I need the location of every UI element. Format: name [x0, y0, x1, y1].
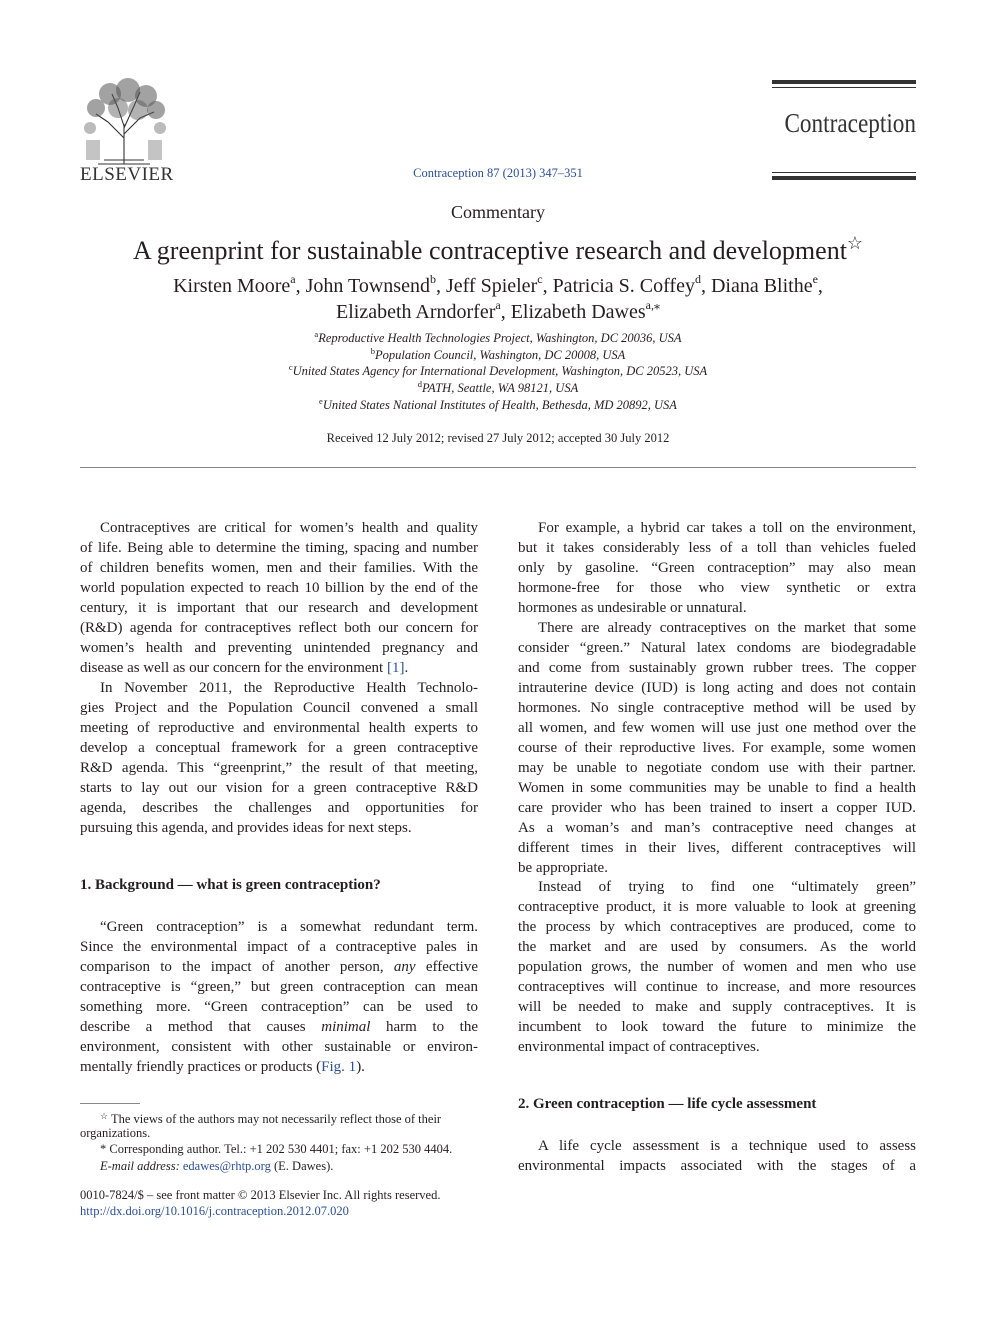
text-line: hormone-free for those who view synthetic or extra	[518, 580, 916, 596]
doi-link[interactable]: http://dx.doi.org/10.1016/j.contraception.2012.07.020	[80, 1204, 349, 1218]
text-line: consider “green.” Natural latex condoms are biodegradable	[518, 640, 916, 656]
affiliation: $^b$Population Council, Washington, DC 20008, USA	[370, 346, 626, 362]
text-line: may be unable to negotiate condom use with their partner.	[518, 760, 916, 776]
author: Patricia S. Coffey	[552, 275, 695, 297]
text-line: and come from sustainably grown rubber trees. The copper	[518, 660, 916, 676]
publisher-name: ELSEVIER	[80, 164, 174, 185]
text-line: In November 2011, the Reproductive Health Technolo-	[100, 680, 478, 696]
text-line: incumbent to look toward the future to minimize the	[518, 1019, 916, 1035]
text-line: For example, a hybrid car takes a toll on the environment,	[538, 520, 916, 536]
text-line: develop a conceptual framework for a green contraceptive	[80, 740, 478, 756]
author-list-line-1: Kirsten Moore$^a$, John Townsend$^b$, Jeff Spieler$^c$, Patricia S. Coffey$^d$, Diana Blithe$^e$,	[173, 272, 823, 297]
text-line: world population expected to reach 10 billion by the end of the	[80, 580, 478, 596]
title-footnote-star-icon[interactable]: ☆	[846, 233, 864, 253]
text-line: course of their reproductive lives. For example, some women	[518, 740, 916, 756]
footnote-divider	[80, 1103, 140, 1104]
section-1-heading: 1. Background — what is green contraception?	[80, 877, 381, 893]
text-line: meeting of reproductive and environmental health experts to	[80, 720, 478, 736]
text-line: R&D agenda. This “greenprint,” the result of that meeting,	[80, 760, 478, 776]
text-line: Instead of trying to find one “ultimately green”	[538, 879, 916, 895]
author-list-line-2: Elizabeth Arndorfer$^a$, Elizabeth Dawes$^{a,⁎}$	[336, 298, 660, 323]
text-line: environmental impacts associated with the stages of a	[518, 1158, 916, 1174]
text-line: disease as well as our concern for the environment [1].	[80, 660, 409, 676]
author-affil-mark: c	[537, 272, 543, 286]
text-line: different times in their lives, different contraceptives will	[518, 840, 916, 856]
text-line: mentally friendly practices or products (Fig. 1).	[80, 1059, 365, 1075]
author: Kirsten Moore	[173, 275, 291, 297]
text-line: intrauterine device (IUD) is long acting and does not contain	[518, 680, 916, 696]
text-line: describe a method that causes minimal harm to the	[80, 1019, 478, 1035]
text-line: “Green contraception” is a somewhat redundant term.	[100, 919, 478, 935]
text-line: environment, consistent with other sustainable or environ-	[80, 1039, 478, 1055]
text-line: Women in some communities may be unable to find a health	[518, 780, 916, 796]
journal-rule-top-thick	[772, 80, 916, 84]
section-2-heading: 2. Green contraception — life cycle assessment	[518, 1096, 817, 1112]
text-line: agenda, describes the challenges and opportunities for	[80, 800, 478, 816]
star-icon: ☆	[100, 1111, 109, 1121]
author-affil-mark: a	[495, 298, 501, 312]
text-line: hormones as undesirable or unnatural.	[518, 600, 747, 616]
text-line: care provider who has been trained to insert a copper IUD.	[518, 800, 916, 816]
author: Diana Blithe	[710, 275, 813, 297]
text-line: There are already contraceptives on the market that some	[538, 620, 916, 636]
copyright-line: 0010-7824/$ – see front matter © 2013 Elsevier Inc. All rights reserved.	[80, 1188, 441, 1202]
text-line: women’s health and preventing unintended pregnancy and	[80, 640, 478, 656]
text-line: of children benefits women, men and their families. With the	[80, 560, 478, 576]
text-line: the market and are used by consumers. As the world	[518, 939, 916, 955]
author-affil-mark: b	[429, 272, 436, 286]
title-text: A greenprint for sustainable contraceptive research and development	[132, 236, 847, 265]
journal-rule-bottom-thin	[772, 172, 916, 173]
journal-citation-link[interactable]: Contraception 87 (2013) 347–351	[413, 166, 583, 180]
author-affil-mark[interactable]: a,⁎	[645, 298, 660, 312]
reference-link[interactable]: [1]	[386, 660, 405, 676]
header-divider	[80, 467, 916, 468]
text-line: population grows, the number of women and men who use	[518, 959, 916, 975]
text-line: starts to lay out our vision for a green contraceptive R&D	[80, 780, 478, 796]
affiliation: $^d$PATH, Seattle, WA 98121, USA	[417, 379, 579, 395]
figure-link[interactable]: Fig. 1	[321, 1059, 357, 1075]
text-line: (R&D) agenda for contraceptives reflect both our concern for	[80, 620, 478, 636]
text-line: hormones. No single contraceptive method will be used by	[518, 700, 916, 716]
text-line: contraceptives will continue to increase, and more resources	[518, 979, 916, 995]
affiliation: $^a$Reproductive Health Technologies Project, Washington, DC 20036, USA	[314, 329, 682, 345]
footnote-star-cont: organizations.	[80, 1126, 151, 1140]
text-line: A life cycle assessment is a technique used to assess	[538, 1138, 916, 1154]
footnote-corresponding: * Corresponding author. Tel.: +1 202 530 4401; fax: +1 202 530 4404.	[100, 1142, 453, 1156]
text-line: century, it is important that our research and development	[80, 600, 478, 616]
journal-rule-top-thin	[772, 87, 916, 88]
affiliation: $^e$United States National Institutes of Health, Bethesda, MD 20892, USA	[319, 396, 677, 412]
text-line: As a woman’s and man’s contraceptive need changes at	[518, 820, 916, 836]
affiliation: $^c$United States Agency for International Development, Washington, DC 20523, USA	[288, 362, 708, 378]
article-title	[0, 233, 990, 266]
journal-name: Contraception	[784, 108, 916, 138]
text-line: Since the environmental impact of a contraceptive pales in	[80, 939, 478, 955]
text-line: be appropriate.	[518, 860, 608, 876]
author: Jeff Spieler	[445, 275, 538, 297]
footnote-star: ☆ The views of the authors may not necessarily reflect those of their	[100, 1111, 442, 1126]
text-line: gies Project and the Population Council convened a small	[80, 700, 478, 716]
text-line: something more. “Green contraception” can be used to	[80, 999, 478, 1015]
author-affil-mark: e	[812, 272, 818, 286]
text-line: will be needed to make and supply contraceptives. It is	[518, 999, 916, 1015]
text-line: comparison to the impact of another person, any effective	[80, 959, 478, 975]
author-affil-mark: d	[694, 272, 701, 286]
article-type: Commentary	[451, 202, 545, 222]
text-line: but it takes considerably less of a toll than vehicles fueled	[518, 540, 916, 556]
author: John Townsend	[305, 275, 430, 297]
footnote-email: E-mail address: edawes@rhtp.org (E. Dawes).	[100, 1159, 334, 1173]
author: Elizabeth Dawes	[510, 301, 646, 323]
text-line: pursuing this agenda, and provides ideas for next steps.	[80, 820, 412, 836]
text-line: contraceptive product, it is more valuable to look at greening	[518, 899, 916, 915]
author: Elizabeth Arndorfer	[336, 301, 496, 323]
email-link[interactable]: edawes@rhtp.org	[182, 1159, 271, 1173]
text-line: of life. Being able to determine the timing, spacing and number	[80, 540, 478, 556]
journal-rule-bottom-thick	[772, 176, 916, 180]
text-line: Contraceptives are critical for women’s health and quality	[100, 520, 478, 536]
author-affil-mark: a	[290, 272, 296, 286]
text-line: contraceptive is “green,” but green contraception can mean	[80, 979, 478, 995]
text-line: only by gasoline. “Green contraception” may also mean	[518, 560, 916, 576]
article-history: Received 12 July 2012; revised 27 July 2012; accepted 30 July 2012	[326, 431, 670, 445]
text-line: environmental impact of contraceptives.	[518, 1039, 760, 1055]
text-line: the process by which contraceptives are produced, come to	[518, 919, 916, 935]
text-line: all women, and few women will use just one method over the	[518, 720, 916, 736]
